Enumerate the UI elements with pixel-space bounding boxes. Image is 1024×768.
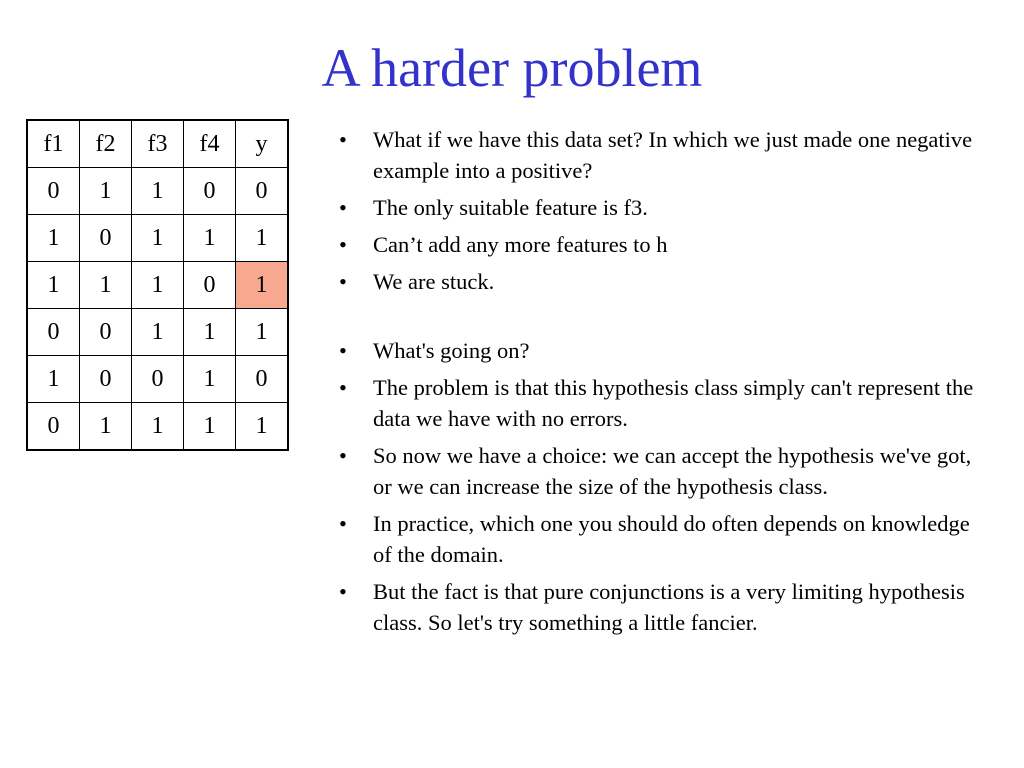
bullet-text: Can’t add any more features to h bbox=[373, 232, 668, 257]
table-cell: 1 bbox=[132, 262, 184, 309]
header-f4: f4 bbox=[184, 120, 236, 168]
table-cell: 1 bbox=[132, 403, 184, 451]
table-cell: 1 bbox=[184, 309, 236, 356]
table-row bbox=[27, 309, 288, 356]
table-row bbox=[27, 215, 288, 262]
bullet-list bbox=[333, 124, 993, 644]
table-row bbox=[27, 356, 288, 403]
bullet-item bbox=[333, 576, 993, 638]
bullet-icon: • bbox=[339, 338, 347, 363]
bullet-item bbox=[333, 229, 993, 260]
table-cell: 1 bbox=[184, 403, 236, 451]
bullet-item bbox=[333, 266, 993, 297]
table-cell: 0 bbox=[27, 168, 80, 215]
table-cell: 1 bbox=[132, 309, 184, 356]
bullet-item bbox=[333, 508, 993, 570]
header-f2: f2 bbox=[80, 120, 132, 168]
table-row bbox=[27, 403, 288, 451]
highlighted-cell: 1 bbox=[236, 262, 289, 309]
table-cell: 0 bbox=[27, 309, 80, 356]
table-cell: 0 bbox=[236, 356, 289, 403]
bullet-icon: • bbox=[339, 579, 347, 604]
bullet-icon: • bbox=[339, 511, 347, 536]
table-cell: 1 bbox=[184, 215, 236, 262]
bullet-icon: • bbox=[339, 375, 347, 400]
table-cell: 0 bbox=[132, 356, 184, 403]
bullet-text: But the fact is that pure conjunctions is a very limiting hypothesis class. So let's try something a little fancier. bbox=[373, 579, 965, 635]
table-cell: 1 bbox=[80, 168, 132, 215]
table-row bbox=[27, 262, 288, 309]
table-cell: 0 bbox=[80, 309, 132, 356]
bullet-icon: • bbox=[339, 443, 347, 468]
table-cell: 0 bbox=[80, 215, 132, 262]
data-table bbox=[26, 119, 289, 451]
bullet-text: We are stuck. bbox=[373, 269, 495, 294]
table-cell: 1 bbox=[236, 403, 289, 451]
bullet-icon: • bbox=[339, 269, 347, 294]
table-cell: 1 bbox=[236, 309, 289, 356]
table-row bbox=[27, 168, 288, 215]
table-cell: 0 bbox=[27, 403, 80, 451]
bullet-text: In practice, which one you should do often depends on knowledge of the domain. bbox=[373, 511, 970, 567]
table-cell: 1 bbox=[27, 215, 80, 262]
bullet-icon: • bbox=[339, 195, 347, 220]
header-f1: f1 bbox=[27, 120, 80, 168]
bullet-item bbox=[333, 192, 993, 223]
bullet-icon: • bbox=[339, 232, 347, 257]
table-cell: 0 bbox=[184, 168, 236, 215]
table-cell: 0 bbox=[236, 168, 289, 215]
table-cell: 0 bbox=[184, 262, 236, 309]
bullet-icon: • bbox=[339, 127, 347, 152]
bullet-text: What if we have this data set? In which we just made one negative example into a positive? bbox=[373, 127, 973, 183]
table-cell: 1 bbox=[80, 262, 132, 309]
header-y: y bbox=[236, 120, 289, 168]
bullet-text: What's going on? bbox=[373, 338, 530, 363]
table-cell: 1 bbox=[80, 403, 132, 451]
table-cell: 1 bbox=[27, 356, 80, 403]
table-cell: 1 bbox=[27, 262, 80, 309]
bullet-item bbox=[333, 124, 993, 186]
bullet-item bbox=[333, 372, 993, 434]
table-cell: 1 bbox=[184, 356, 236, 403]
bullet-item bbox=[333, 335, 993, 366]
table-cell: 0 bbox=[80, 356, 132, 403]
header-f3: f3 bbox=[132, 120, 184, 168]
bullet-item bbox=[333, 440, 993, 502]
table-header-row bbox=[27, 120, 288, 168]
table-cell: 1 bbox=[236, 215, 289, 262]
table-cell: 1 bbox=[132, 215, 184, 262]
bullet-text: So now we have a choice: we can accept the hypothesis we've got, or we can increase the size of the hypothesis class. bbox=[373, 443, 972, 499]
bullet-text: The only suitable feature is f3. bbox=[373, 195, 648, 220]
table-cell: 1 bbox=[132, 168, 184, 215]
slide-title: A harder problem bbox=[321, 38, 703, 98]
bullet-text: The problem is that this hypothesis class simply can't represent the data we have with no errors. bbox=[373, 375, 974, 431]
